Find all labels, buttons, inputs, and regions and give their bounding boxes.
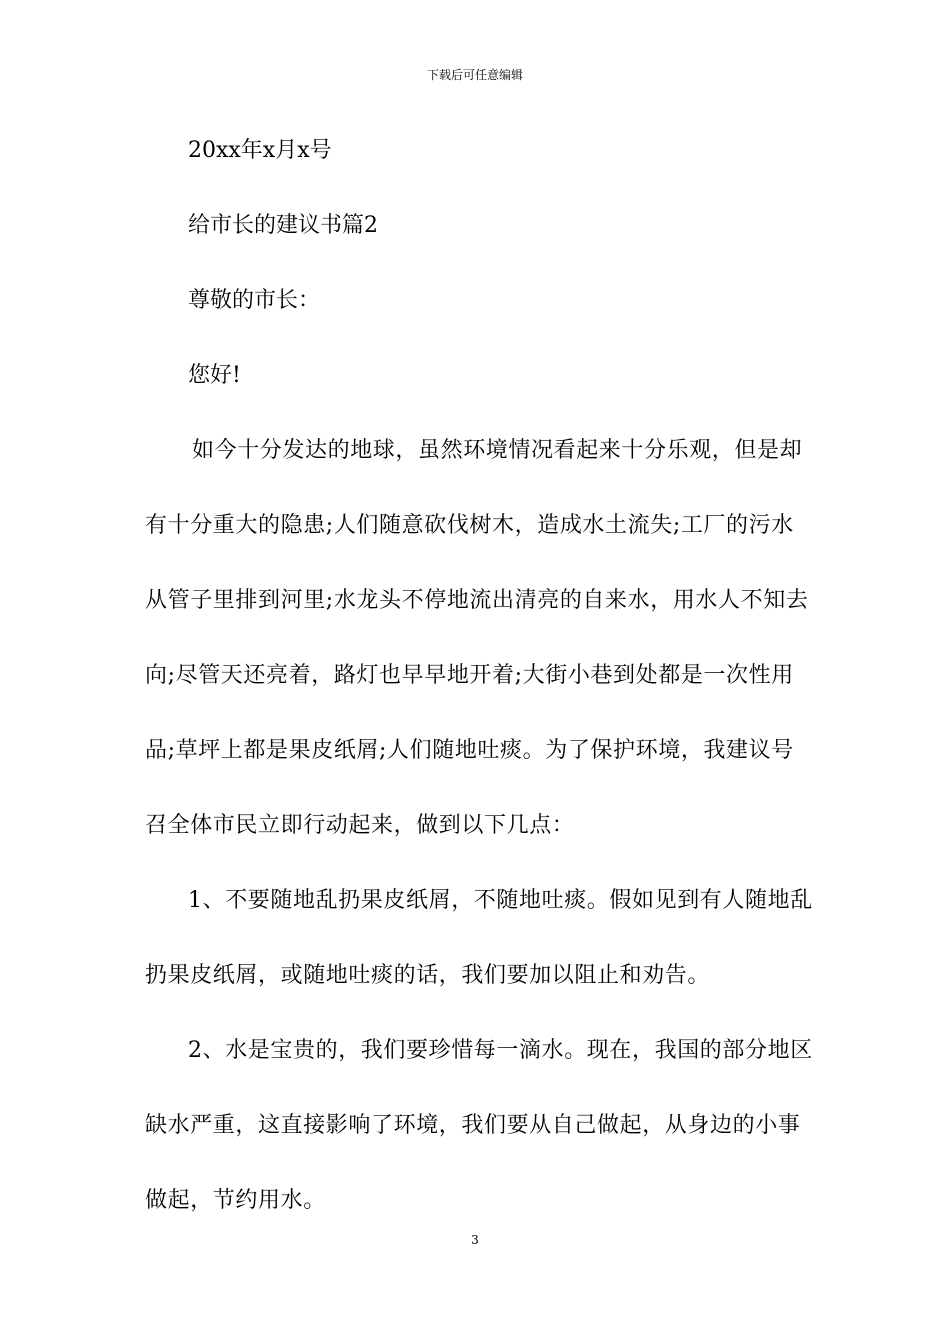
letter-greeting: 您好!: [188, 363, 241, 388]
letter-date: 20xx年x月x号: [188, 138, 332, 163]
paragraph-line: 品;草坪上都是果皮纸屑;人们随地吐痰。为了保护环境，我建议号: [145, 738, 794, 763]
paragraph-line: 从管子里排到河里;水龙头不停地流出清亮的自来水，用水人不知去: [145, 588, 809, 613]
paragraph-line: 扔果皮纸屑，或随地吐痰的话，我们要加以阻止和劝告。: [145, 963, 711, 988]
paragraph-line: 向;尽管天还亮着，路灯也早早地开着;大街小巷到处都是一次性用: [145, 663, 794, 688]
paragraph-line: 做起，节约用水。: [145, 1188, 326, 1213]
paragraph-line: 2、水是宝贵的，我们要珍惜每一滴水。现在，我国的部分地区: [188, 1038, 813, 1063]
paragraph-line: 有十分重大的隐患;人们随意砍伐树木，造成水土流失;工厂的污水: [145, 513, 794, 538]
paragraph-line: 1、不要随地乱扔果皮纸屑，不随地吐痰。假如见到有人随地乱: [188, 888, 813, 913]
paragraph-line: 缺水严重，这直接影响了环境，我们要从自己做起，从身边的小事: [145, 1113, 801, 1138]
letter-title: 给市长的建议书篇2: [188, 213, 378, 238]
paragraph-line: 如今十分发达的地球，虽然环境情况看起来十分乐观，但是却: [192, 438, 803, 463]
letter-salutation: 尊敬的市长：: [188, 288, 321, 313]
paragraph-line: 召全体市民立即行动起来，做到以下几点：: [145, 813, 575, 838]
page-header: 下载后可任意编辑: [426, 68, 523, 82]
page-number: 3: [471, 1233, 479, 1247]
